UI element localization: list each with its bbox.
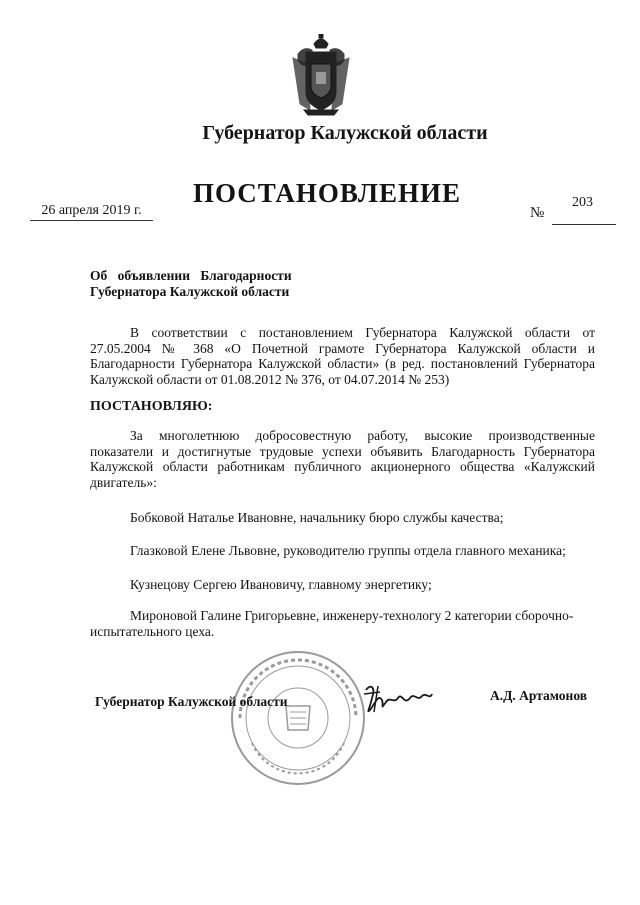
subject-line-2: Губернатора Калужской области [90,284,290,299]
document-type: ПОСТАНОВЛЕНИЕ [192,178,462,208]
handwritten-signature-icon [360,680,435,720]
decree-heading: ПОСТАНОВЛЯЮ: [90,399,213,414]
number-value: 203 [572,195,593,210]
document-subject [90,268,320,300]
number-sign: № [530,205,545,221]
coat-of-arms-icon [290,34,352,116]
recipient-item: Кузнецову Сергею Ивановичу, главному энергетику; [130,577,432,592]
number-underline [552,224,616,225]
official-seal-icon [228,648,368,788]
subject-line-1: Об объявлении Благодарности [90,268,292,283]
recipient-item: Бобковой Наталье Ивановне, начальнику бюро службы качества; [130,510,504,525]
signatory-position: Губернатор Калужской области [95,694,288,709]
recipient-item: Глазковой Елене Львовне, руководителю группы отдела главного механика; [130,543,566,558]
governor-title: Губернатор Калужской области [202,122,488,144]
document-date: 26 апреля 2019 г. [30,203,153,221]
preamble-paragraph: В соответствии с постановлением Губернатора Калужской области от 27.05.2004 № 368 «О Почетной грамоте Губернатора Калужской области и Благодарности Губернатора Калужской области» (в ред. постановлений Губернатора Калужской области от 01.08.2012 № 376, от 04.07.2014 № 253) [90,325,595,387]
intro-paragraph: За многолетнюю добросовестную работу, высокие производственные показатели и достигнутые трудовые успехи объявить Благодарность Губернатора Калужской области работникам публичного акционерного общества «Калужский двигатель»: [90,428,595,490]
signatory-name: А.Д. Артамонов [490,688,588,703]
recipient-item: Мироновой Галине Григорьевне, инженеру-технологу 2 категории сборочно-испытательного цеха. [90,608,574,639]
